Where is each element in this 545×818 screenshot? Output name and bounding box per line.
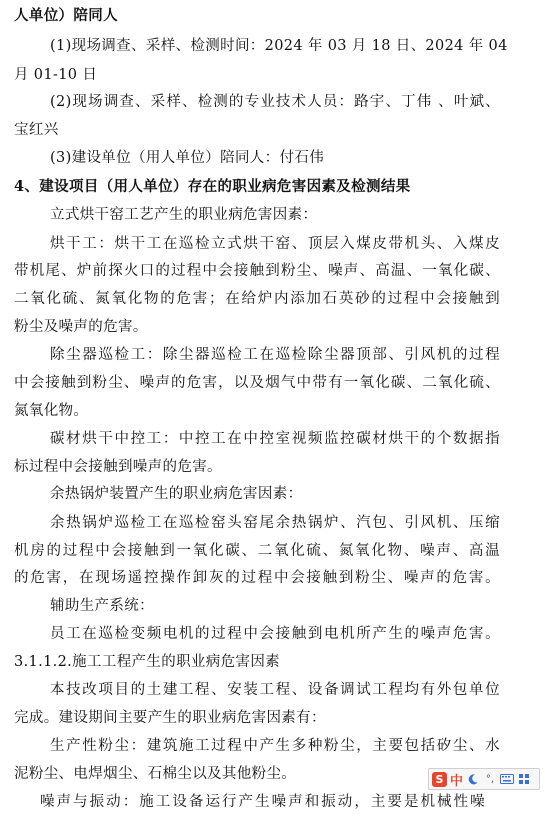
- ime-toolbar[interactable]: [428, 768, 540, 790]
- text-line: (1)现场调查、采样、检测时间：2024 年 03 月 18 日、2024 年 04: [50, 38, 508, 54]
- text-line: (3)建设单位（用人单位）陪同人：付石伟: [50, 150, 325, 166]
- text-line: 泥粉尘、电焊烟尘、石棉尘以及其他粉尘。: [14, 766, 297, 782]
- moon-icon[interactable]: [466, 772, 480, 786]
- text-line: 噪声与振动：施工设备运行产生噪声和振动，主要是机械性噪: [40, 794, 485, 810]
- subsection-heading: 3.1.1.2.施工工程产生的职业病危害因素: [14, 654, 281, 670]
- text-line: 本技改项目的土建工程、安装工程、设备调试工程均有外包单位: [50, 682, 500, 698]
- text-line: 人单位）陪同人: [14, 7, 118, 24]
- text-line: 辅助生产系统：: [50, 598, 154, 614]
- text-line: 员工在巡检变频电机的过程中会接触到电机所产生的噪声危害。: [50, 626, 500, 642]
- text-line: 机房的过程中会接触到一氧化碳、二氧化硫、氮氧化物、噪声、高温: [14, 543, 500, 559]
- text-line: 烘干工：烘干工在巡检立式烘干窑、顶层入煤皮带机头、入煤皮: [50, 236, 500, 252]
- text-line: 碳材烘干中控工：中控工在中控室视频监控碳材烘干的个数据指: [50, 431, 500, 447]
- grid-icon[interactable]: [517, 772, 531, 786]
- text-line: 中会接触到粉尘、噪声的危害，以及烟气中带有一氧化碳、二氧化硫、: [14, 375, 500, 391]
- text-line: 二氧化硫、氮氧化物的危害；在给炉内添加石英砂的过程中会接触到: [14, 291, 500, 307]
- text-line: 带机尾、炉前探火口的过程中会接触到粉尘、噪声、高温、一氧化碳、: [14, 263, 500, 279]
- section-heading: 4、建设项目（用人单位）存在的职业病危害因素及检测结果: [14, 178, 411, 195]
- text-line: 完成。建设期间主要产生的职业病危害因素有：: [14, 710, 326, 726]
- text-line: 粉尘及噪声的危害。: [14, 319, 148, 335]
- sogou-logo-icon[interactable]: S: [432, 772, 447, 787]
- text-line: 氮氧化物。: [14, 403, 89, 419]
- text-line: 的危害，在现场遥控操作卸灰的过程中会接触到粉尘、噪声的危害。: [14, 570, 500, 586]
- text-line: 立式烘干窑工艺产生的职业病危害因素：: [50, 207, 318, 223]
- text-line: 余热锅炉巡检工在巡检窑头窑尾余热锅炉、汽包、引风机、压缩: [50, 515, 500, 531]
- text-line: 标过程中会接触到噪声的危害。: [14, 459, 222, 475]
- punctuation-icon[interactable]: °,: [485, 773, 495, 785]
- keyboard-icon[interactable]: [500, 772, 514, 786]
- text-line: (2)现场调查、采样、检测的专业技术人员：路宇、丁伟 、叶斌、: [50, 94, 500, 110]
- text-line: 除尘器巡检工：除尘器巡检工在巡检除尘器顶部、引风机的过程: [50, 347, 500, 363]
- text-line: 余热锅炉装置产生的职业病危害因素：: [50, 486, 303, 502]
- text-line: 生产性粉尘：建筑施工过程中产生多种粉尘，主要包括矽尘、水: [50, 738, 500, 754]
- text-line: 宝红兴: [14, 122, 59, 138]
- language-toggle[interactable]: 中: [450, 773, 464, 789]
- text-line: 月 01-10 日: [14, 67, 98, 83]
